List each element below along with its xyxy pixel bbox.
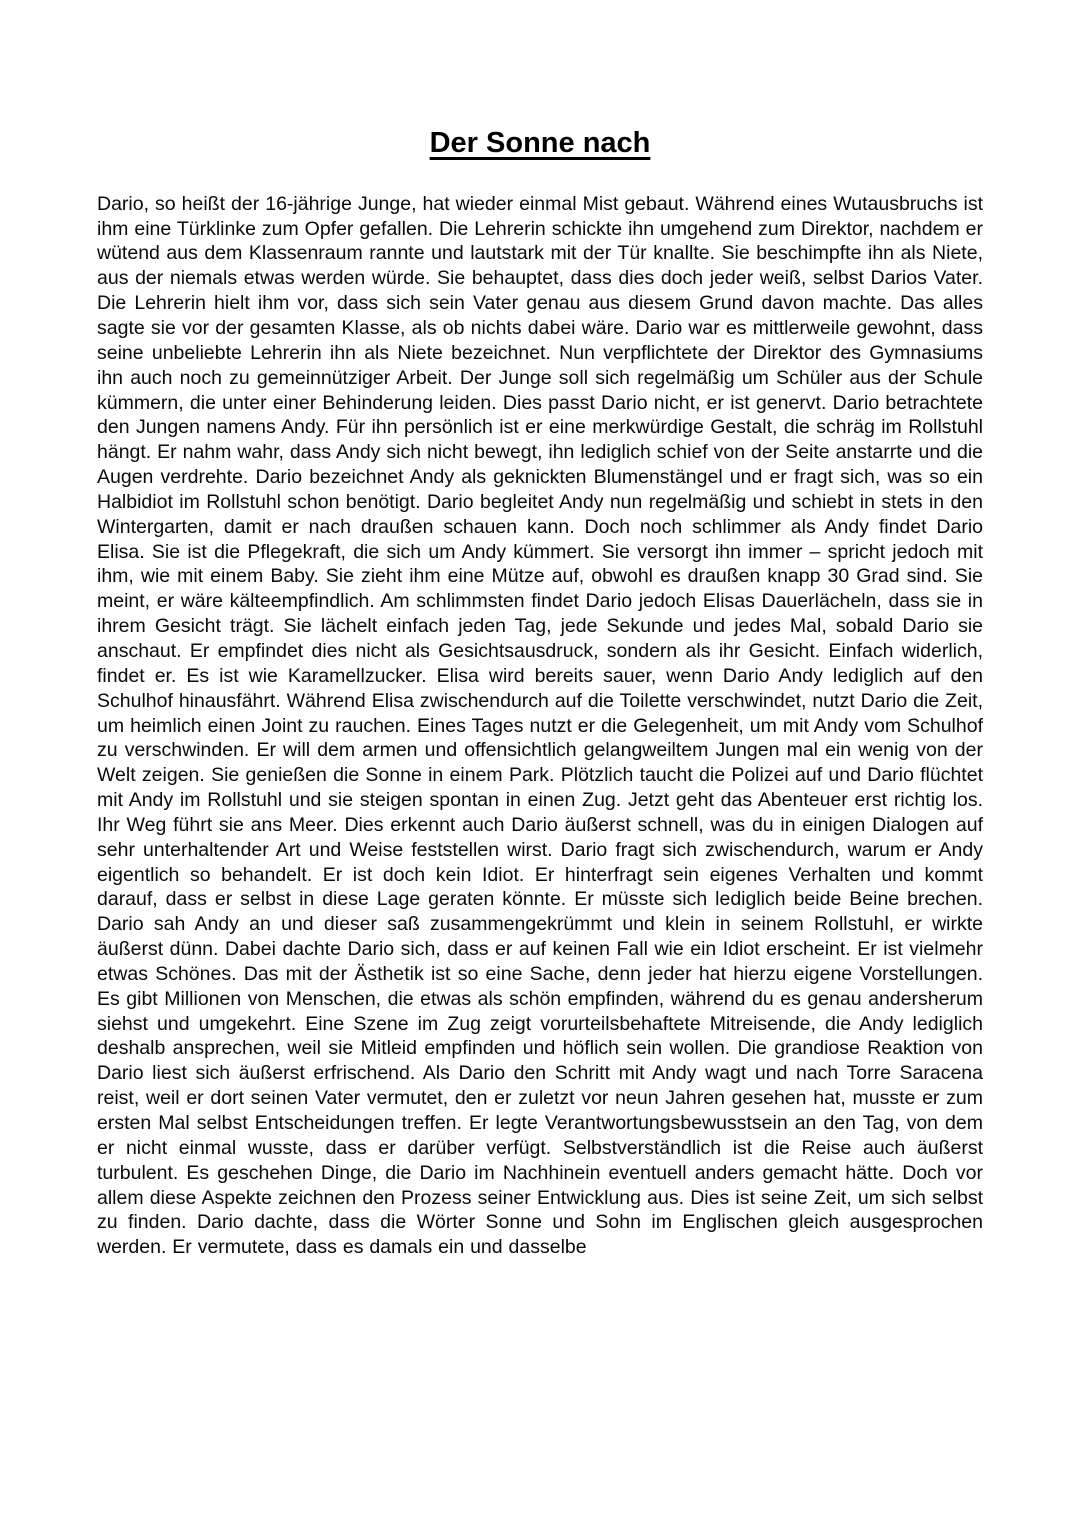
- document-title: [0, 0, 1080, 161]
- document-body-paragraph: Dario, so heißt der 16-jährige Junge, hat wieder einmal Mist gebaut. Während eines Wutausbruchs ist ihm eine Türklinke zum Opfer gefallen. Die Lehrerin schickte ihn umgehend zum Direktor, nachdem er wütend aus dem Klassenraum rannte und lautstark mit der Tür knallte. Sie beschimpfte ihn als Niete, aus der niemals etwas werden würde. Sie behauptet, dass dies doch jeder weiß, selbst Darios Vater. Die Lehrerin hielt ihm vor, dass sich sein Vater genau aus diesem Grund davon machte. Das alles sagte sie vor der gesamten Klasse, als ob nichts dabei wäre. Dario war es mittlerweile gewohnt, dass seine unbeliebte Lehrerin ihn als Niete bezeichnet. Nun verpflichtete der Direktor des Gymnasiums ihn auch noch zu gemeinnütziger Arbeit. Der Junge soll sich regelmäßig um Schüler aus der Schule kümmern, die unter einer Behinderung leiden. Dies passt Dario nicht, er ist genervt. Dario betrachtete den Jungen namens Andy. Für ihn persönlich ist er eine merkwürdige Gestalt, die schräg im Rollstuhl hängt. Er nahm wahr, dass Andy sich nicht bewegt, ihn lediglich schief von der Seite anstarrte und die Augen verdrehte. Dario bezeichnet Andy als geknickten Blumenstängel und er fragt sich, was so ein Halbidiot im Rollstuhl schon benötigt. Dario begleitet Andy nun regelmäßig und schiebt in stets in den Wintergarten, damit er nach draußen schauen kann. Doch noch schlimmer als Andy findet Dario Elisa. Sie ist die Pflegekraft, die sich um Andy kümmert. Sie versorgt ihn immer – spricht jedoch mit ihm, wie mit einem Baby. Sie zieht ihm eine Mütze auf, obwohl es draußen knapp 30 Grad sind. Sie meint, er wäre kälteempfindlich. Am schlimmsten findet Dario jedoch Elisas Dauerlächeln, dass sie in ihrem Gesicht trägt. Sie lächelt einfach jeden Tag, jede Sekunde und jedes Mal, sobald Dario sie anschaut. Er empfindet dies nicht als Gesichtsausdruck, sondern als ihr Gesicht. Einfach widerlich, findet er. Es ist wie Karamellzucker. Elisa wird bereits sauer, wenn Dario Andy lediglich auf den Schulhof hinausfährt. Während Elisa zwischendurch auf die Toilette verschwindet, nutzt Dario die Zeit, um heimlich einen Joint zu rauchen. Eines Tages nutzt er die Gelegenheit, um mit Andy vom Schulhof zu verschwinden. Er will dem armen und offensichtlich gelangweiltem Jungen mal ein wenig von der Welt zeigen. Sie genießen die Sonne in einem Park. Plötzlich taucht die Polizei auf und Dario flüchtet mit Andy im Rollstuhl und sie steigen spontan in einen Zug. Jetzt geht das Abenteuer erst richtig los. Ihr Weg führt sie ans Meer. Dies erkennt auch Dario äußerst schnell, was du in einigen Dialogen auf sehr unterhaltender Art und Weise feststellen wirst. Dario fragt sich zwischendurch, warum er Andy eigentlich so behandelt. Er ist doch kein Idiot. Er hinterfragt sein eigenes Verhalten und kommt darauf, dass er selbst in diese Lage geraten könnte. Er müsste sich lediglich beide Beine brechen. Dario sah Andy an und dieser saß zusammengekrümmt und klein in seinem Rollstuhl, er wirkte äußerst dünn. Dabei dachte Dario sich, dass er auf keinen Fall wie ein Idiot erscheint. Er ist vielmehr etwas Schönes. Das mit der Ästhetik ist so eine Sache, denn jeder hat hierzu eigene Vorstellungen. Es gibt Millionen von Menschen, die etwas als schön empfinden, während du es genau andersherum siehst und umgekehrt. Eine Szene im Zug zeigt vorurteilsbehaftete Mitreisende, die Andy lediglich deshalb ansprechen, weil sie Mitleid empfinden und höflich sein wollen. Die grandiose Reaktion von Dario liest sich äußerst erfrischend. Als Dario den Schritt mit Andy wagt und nach Torre Saracena reist, weil er dort seinen Vater vermutet, den er zuletzt vor neun Jahren gesehen hat, musste er zum ersten Mal selbst Entscheidungen treffen. Er legte Verantwortungsbewusstsein an den Tag, von dem er nicht einmal wusste, dass er darüber verfügt. Selbstverständlich ist die Reise auch äußerst turbulent. Es geschehen Dinge, die Dario im Nachhinein eventuell anders gemacht hätte. Doch vor allem diese Aspekte zeichnen den Prozess seiner Entwicklung aus. Dies ist seine Zeit, um sich selbst zu finden. Dario dachte, dass die Wörter Sonne und Sohn im Englischen gleich ausgesprochen werden. Er vermutete, dass es damals ein und dasselbe: [97, 192, 983, 1259]
- document-title-text: Der Sonne nach: [429, 127, 651, 159]
